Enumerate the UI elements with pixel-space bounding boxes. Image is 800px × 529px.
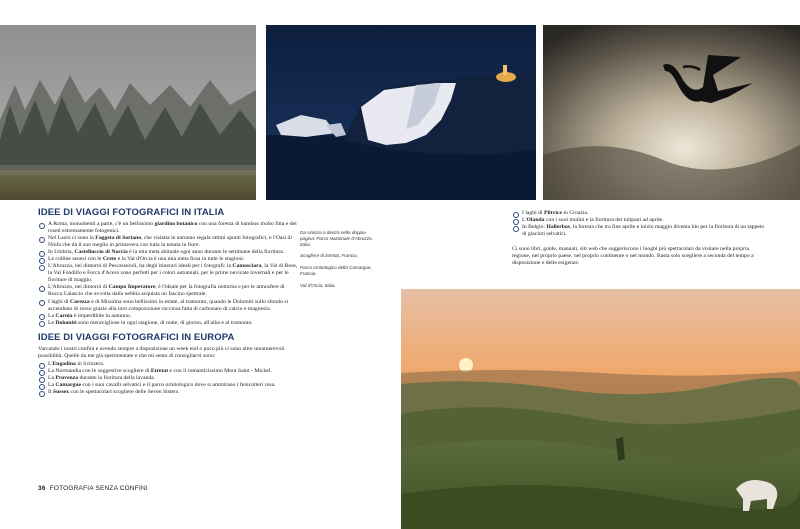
list-item: L'Olanda con i suoi mulini e la fioritura dei tulipani ad aprile.: [512, 217, 768, 224]
caption-forest: Da sinistra a destra nella doppia pagina: Parco Nazionale d'Abruzzo, Italia.: [300, 230, 373, 247]
italy-section-title: IDEE DI VIAGGI FOTOGRAFICI IN ITALIA: [38, 207, 225, 218]
list-item: La Carnia è imperdibile in autunno.: [38, 313, 300, 320]
list-item: L'Engadina in Svizzera.: [38, 361, 300, 368]
list-item: A Roma, monumenti a parte, c'è un bellissimo giardino botanico con una foresta di bamboo molto fitta e dei roseti estremamente fotogenici.: [38, 221, 300, 235]
list-item: I laghi di Plitvice in Croazia.: [512, 210, 768, 217]
caption-cliff: Scogliere di Etretat, Francia.: [300, 253, 358, 259]
list-item: L'Abruzzo, nei dintorni di Campo Imperatore, è l'ideale per la fotografia notturna e per le atmosfere di Rocca Calascio che avvolta dalla nebbia acquista un fascino spettrale.: [38, 284, 300, 298]
list-item: La Provenza durante la fioritura della lavanda.: [38, 375, 300, 382]
right-text-column: [512, 210, 768, 267]
photo-val-dorcia-sunset: [401, 289, 800, 529]
right-list: [512, 210, 768, 238]
closing-paragraph: Ci sono libri, guide, manuali, siti web che suggeriscono i luoghi più spettacolari da visitare nella propria regione, nel proprio paese, nel proprio continente o nel mondo. Basta solo scegliere a seconda del tempo a disposizione e delle esigenze.: [512, 246, 754, 267]
photo-flamingo-silhouette: [543, 25, 800, 200]
europe-section-title: IDEE DI VIAGGI FOTOGRAFICI IN EUROPA: [38, 331, 235, 343]
left-text-column: [38, 207, 300, 396]
list-item: Il Sussex con le spettacolari scogliere delle Seven Sisters.: [38, 389, 300, 396]
page-number: 36: [38, 485, 46, 492]
page-footer: [38, 485, 148, 492]
photo-etretat-cliffs: [266, 25, 536, 200]
caption-tuscany: Val d'Orcia, Italia.: [300, 282, 336, 288]
list-item: Nel Lazio ci sono la Faggeta di Soriano, che visitata in autunno regala ottimi spunti fotografici, e l'Oasi di Ninfa che dà il suo meglio in primavera con tutta la tenuta in fiore.: [38, 235, 300, 249]
italy-list: [38, 221, 300, 327]
list-item: L'Abruzzo, nei dintorni di Pescasseroli, ha degli itinerari ideali per i fotografi: la Camosciara, la Val di Rose, la Val Fondillo e Forca d'Acero sono perfetti per i colori autunnali, per le prime nevicate invernali e per le fioriture di maggio.: [38, 263, 300, 284]
photo-captions: [300, 230, 380, 295]
europe-intro: Varcando i nostri confini e avendo sempre a disposizione un week end o poco più ci sono altre innumerevoli possibilità. Quelle da me già sperimentate e che mi sento di consigliarvi sono:: [38, 345, 285, 359]
list-item: La Normandia con le suggestive scogliere di Etretat e con il romanticissimo Mont Saint - Michel.: [38, 368, 300, 375]
list-item: I laghi di Carezza e di Misurina sono bellissimi in estate, al tramonto, quando le Dolomiti sullo sfondo si accendono di rosso grazie alla loro composizione rocciosa fatta di carbonato di calcio e magnesio.: [38, 299, 300, 313]
photo-misty-forest: [0, 25, 256, 200]
list-item: La Camargue con i suoi cavalli selvatici e il parco ornitologico dove si ammirano i fenicotteri rosa.: [38, 382, 300, 389]
list-item: Le colline senesi con le Crete e la Val d'Orcia è una mia meta fissa in tutte le stagioni.: [38, 256, 300, 263]
list-item: Le Dolomiti sono meravigliose in ogni stagione, di notte, di giorno, all'alba e al tramonto.: [38, 320, 300, 327]
europe-list: [38, 361, 300, 396]
list-item: In Belgio: Hallerbos, la foresta che tra fine aprile e inizio maggio diventa blu per la fioritura di un tappeto di giacinti selvatici.: [512, 224, 768, 238]
book-title: FOTOGRAFIA SENZA CONFINI: [49, 485, 148, 492]
caption-bird: Parco ornitologico della Camargue, Francia.: [300, 265, 372, 276]
list-item: In Umbria, Castelluccio di Norcia è la mia meta abituale ogni anno durante le settimane della fioritura.: [38, 249, 300, 256]
